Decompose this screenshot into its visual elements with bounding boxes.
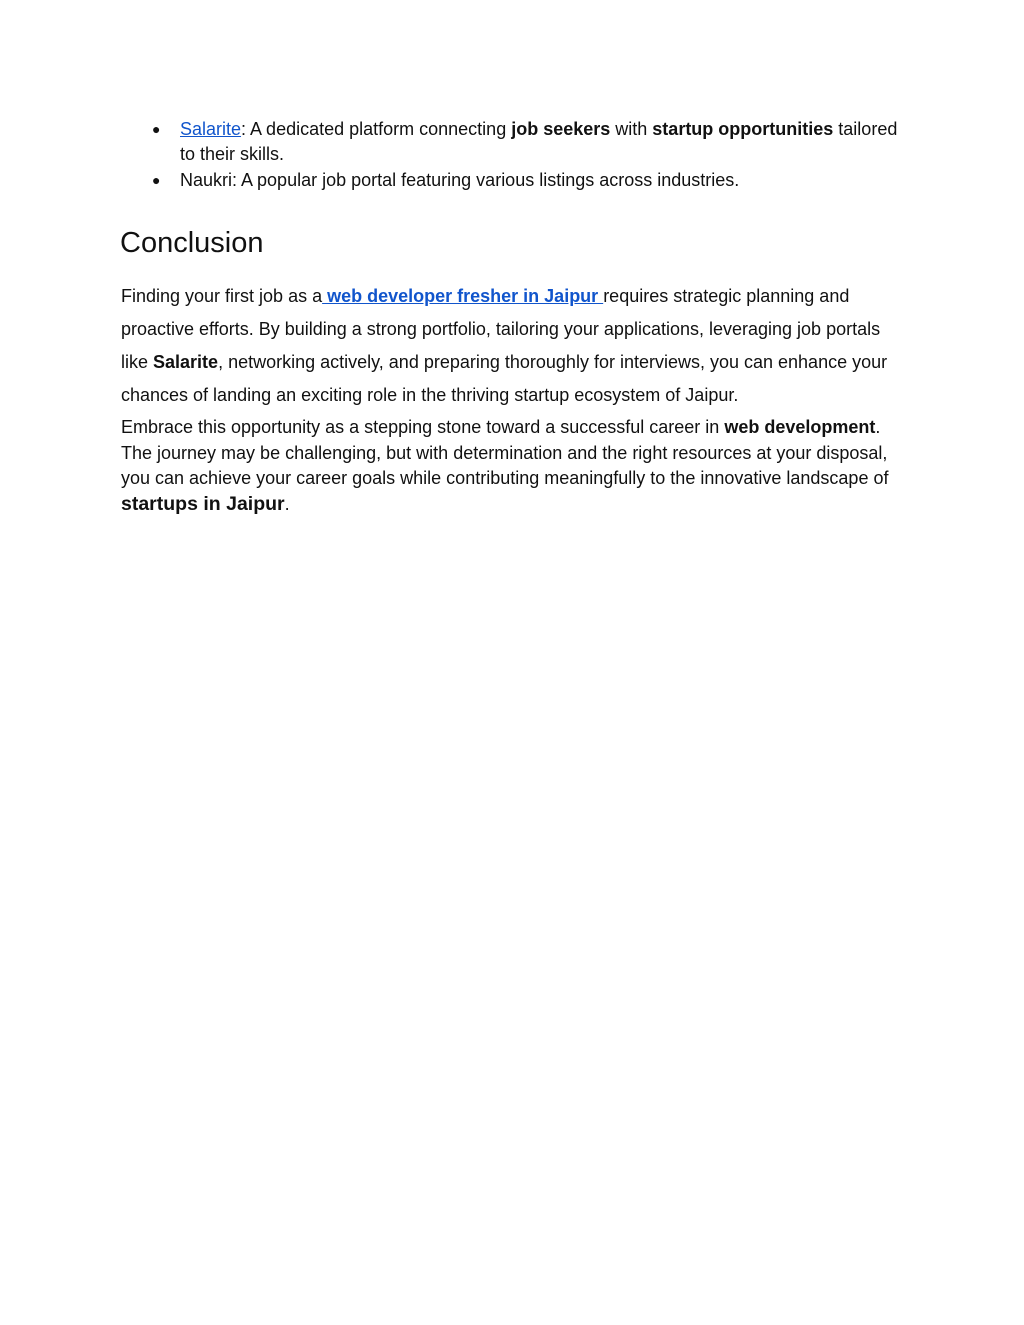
- conclusion-heading: Conclusion: [120, 227, 264, 259]
- list-item-text: with: [610, 119, 653, 139]
- paragraph-text: , networking actively, and preparing thoroughly for interviews, you can enhance your chances of landing an exciting role in the thriving startup ecosystem of Jaipur.: [121, 352, 888, 405]
- bullet-icon: ●: [152, 121, 161, 137]
- paragraph-text: . The journey may be challenging, but with determination and the right resources at your disposal, you can achieve your career goals while contributing meaningfully to the innovative landscape of: [121, 417, 889, 488]
- list-item-text: : A dedicated platform connecting: [241, 119, 512, 139]
- list-item-text: Naukri: A popular job portal featuring various listings across industries.: [180, 170, 740, 190]
- list-item: [121, 168, 911, 193]
- paragraph-text: Embrace this opportunity as a stepping stone toward a successful career in: [121, 417, 725, 437]
- paragraph-text: .: [284, 493, 290, 514]
- list-item: [121, 117, 911, 167]
- paragraph-bold-text: Salarite: [153, 352, 219, 372]
- list-item-bold-text: job seekers: [511, 119, 611, 139]
- list-item-text: tailored to their skills.: [180, 119, 898, 164]
- salarite-link[interactable]: Salarite: [180, 119, 242, 139]
- paragraph-text: Finding your first job as a: [121, 286, 323, 306]
- paragraph-bold-text: web development: [724, 417, 876, 437]
- conclusion-paragraph-1: [121, 280, 911, 412]
- list-item-bold-text: startup opportunities: [652, 119, 834, 139]
- web-developer-fresher-link[interactable]: web developer fresher in Jaipur: [322, 286, 604, 306]
- paragraph-text: requires strategic planning and proactive efforts. By building a strong portfolio, tailoring your applications, leveraging job portals like: [121, 286, 881, 372]
- bullet-icon: ●: [152, 172, 161, 188]
- platform-bullet-list: [121, 117, 911, 194]
- paragraph-bold-text: startups in Jaipur: [121, 492, 285, 515]
- conclusion-paragraph-2: [121, 415, 911, 517]
